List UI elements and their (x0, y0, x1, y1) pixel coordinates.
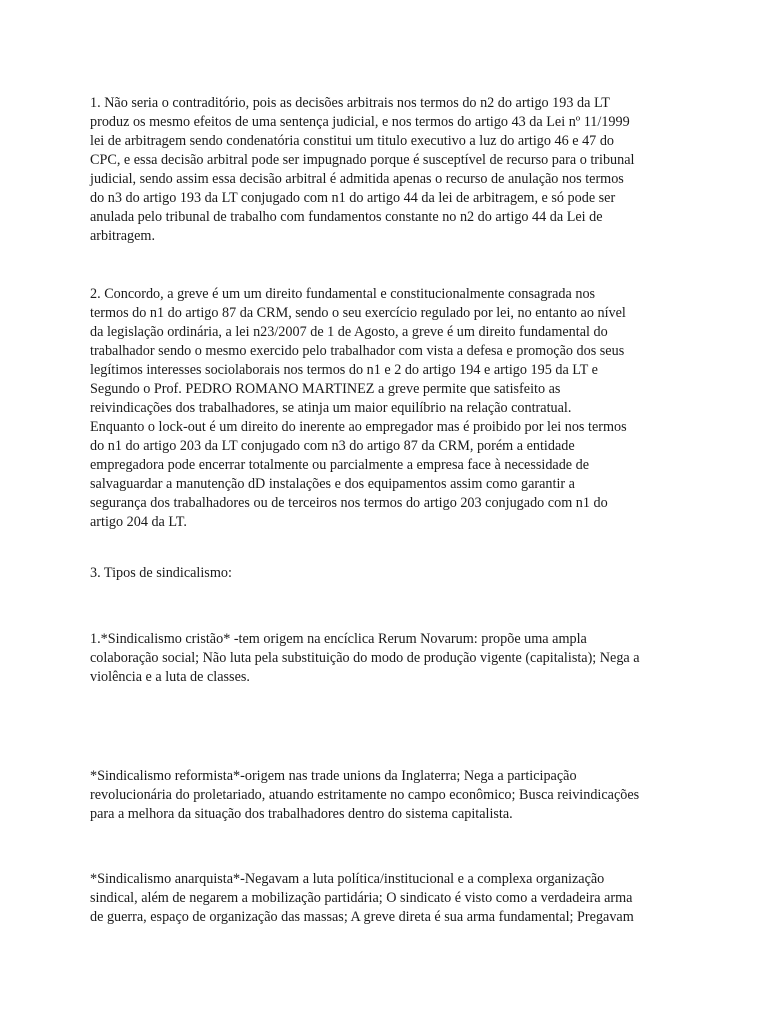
paragraph-reformist-unionism: *Sindicalismo reformista*-origem nas trade unions da Inglaterra; Nega a participação revolucionária do proletariado, atuando estritamente no campo econômico; Busca reivindicações para a melhora da situação dos trabalhadores dentro do sistema capitalista. (90, 768, 640, 822)
paragraph-unionism-heading: 3. Tipos de sindicalismo: (90, 565, 232, 581)
paragraph-strike-lockout: 2. Concordo, a greve é um um direito fundamental e constitucionalmente consagrada nos termos do n1 do artigo 87 da CRM, sendo o seu exercício regulado por lei, no entanto ao nível da legislação ordinária, a lei n23/2007 de 1 de Agosto, a greve é um direito fundamental do trabalhador sendo o mesmo exercido pelo trabalhador com vista a defesa e promoção dos seus legítimos interesses sociolaborais nos termos do n1 e 2 do artigo 194 e artigo 195 da LT e Segundo o Prof. PEDRO ROMANO MARTINEZ a greve permite que satisfeito as reivindicações dos trabalhadores, se atinja um maior equilíbrio na relação contratual. Enquanto o lock-out é um direito do inerente ao empregador mas é proibido por lei nos termos do n1 do artigo 203 da LT conjugado com n3 do artigo 87 da CRM, porém a entidade empregadora pode encerrar totalmente ou parcialmente a empresa face à necessidade de salvaguardar a manutenção dD instalações e dos equipamentos assim como garantir a segurança dos trabalhadores ou de terceiros nos termos do artigo 203 conjugado com n1 do artigo 204 da LT. (90, 286, 627, 530)
paragraph-anarchist-unionism: *Sindicalismo anarquista*-Negavam a luta política/institucional e a complexa organização sindical, além de negarem a mobilização partidária; O sindicato é visto como a verdadeira arma de guerra, espaço de organização das massas; A greve direta é sua arma fundamental; Pregavam (90, 871, 634, 925)
paragraph-christian-unionism: 1.*Sindicalismo cristão* -tem origem na encíclica Rerum Novarum: propõe uma ampla colaboração social; Não luta pela substituição do modo de produção vigente (capitalista); Nega a violência e a luta de classes. (90, 631, 640, 685)
paragraph-arbitration: 1. Não seria o contraditório, pois as decisões arbitrais nos termos do n2 do artigo 193 da LT produz os mesmo efeitos de uma sentença judicial, e nos termos do artigo 43 da Lei nº 11/1999 lei de arbitragem sendo condenatória constitui um titulo executivo a luz do artigo 46 e 47 do CPC, e essa decisão arbitral pode ser impugnado porque é susceptível de recurso para o tribunal judicial, sendo assim essa decisão arbitral é admitida apenas o recurso de anulação nos termos do n3 do artigo 193 da LT conjugado com n1 do artigo 44 da lei de arbitragem, e só pode ser anulada pelo tribunal de trabalho com fundamentos constante no n2 do artigo 44 da Lei de arbitragem. (90, 95, 635, 244)
